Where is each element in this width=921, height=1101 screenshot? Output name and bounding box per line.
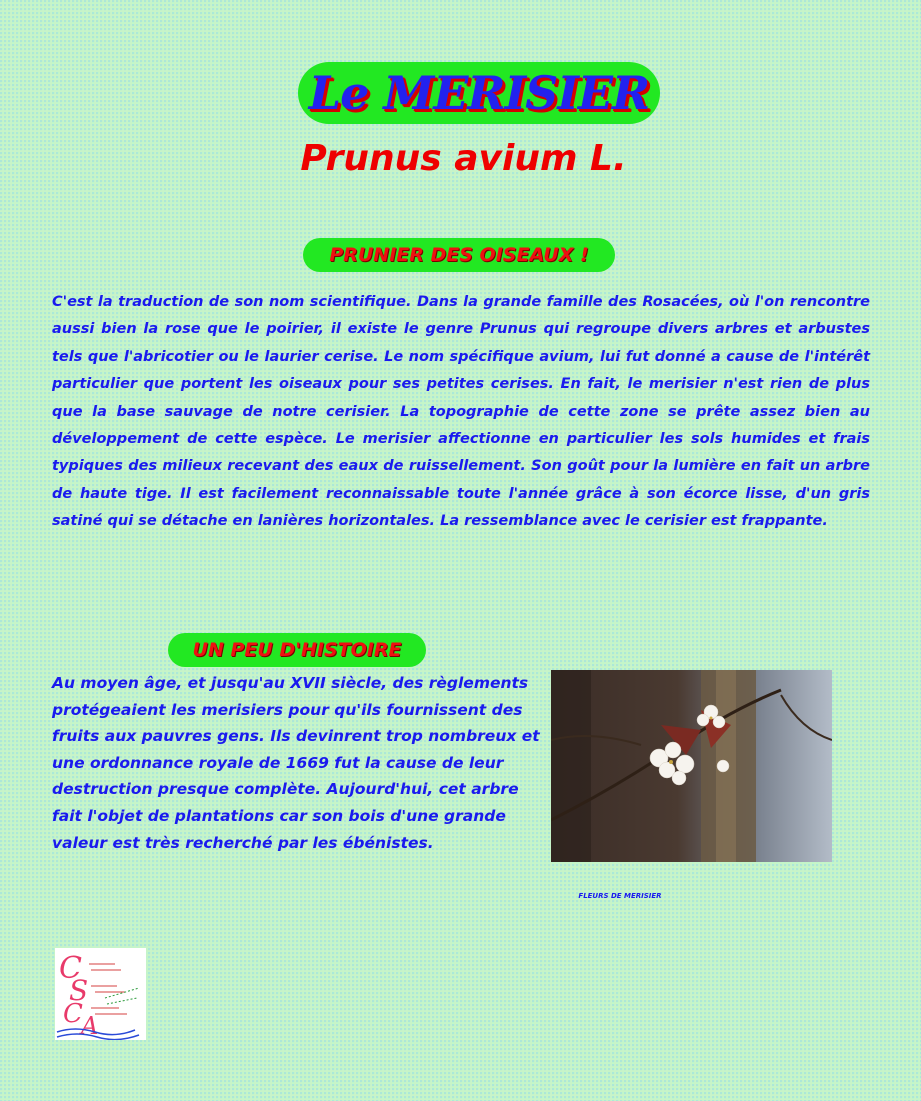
section-heading-1: PRUNIER DES OISEAUX !	[329, 244, 589, 266]
photo-caption: FLEURS DE MERISIER	[578, 892, 662, 900]
title-banner	[298, 62, 660, 124]
page-title: Le MERISIER	[308, 66, 650, 120]
svg-text:C: C	[59, 951, 82, 986]
section-heading-banner-2	[168, 633, 426, 667]
cherry-blossom-photo	[551, 670, 832, 862]
section-text-2: Au moyen âge, et jusqu'au XVII siècle, des règlements protégeaient les merisiers pour qu'ils fournissent des fruits aux pauvres gens. Ils devinrent trop nombreux et une ordonnance royale de 1669 fut la cause de leur destruction presque complète. Aujourd'hui, cet arbre fait l'objet de plantations car son bois d'une grande valeur est très recherché par les ébénistes.	[52, 674, 540, 852]
csca-logo-mark	[55, 948, 146, 1040]
csca-logo	[55, 948, 146, 1040]
section-heading-2: UN PEU D'HISTOIRE	[192, 639, 402, 661]
svg-text:A: A	[81, 1012, 99, 1040]
svg-text:S: S	[69, 974, 89, 1007]
page-subtitle: Prunus avium L.	[300, 138, 627, 179]
svg-text:C: C	[63, 999, 83, 1029]
cherry-blossom-illustration	[551, 670, 832, 862]
section-heading-banner-1	[303, 238, 615, 272]
section-text-1: C'est la traduction de son nom scientifique. Dans la grande famille des Rosacées, où l'on rencontre aussi bien la rose que le poirier, il existe le genre Prunus qui regroupe divers arbres et arbustes tels que l'abricotier ou le laurier cerise. Le nom spécifique avium, lui fut donné a cause de l'intérêt particulier que portent les oiseaux pour ses petites cerises. En fait, le merisier n'est rien de plus que la base sauvage de notre cerisier. La topographie de cette zone se prête assez bien au développement de cette espèce. Le merisier affectionne en particulier les sols humides et frais typiques des milieux recevant des eaux de ruissellement. Son goût pour la lumière en fait un arbre de haute tige. Il est facilement reconnaissable toute l'année grâce à son écorce lisse, d'un gris satiné qui se détache en lanières horizontales. La ressemblance avec le cerisier est frappante.	[52, 294, 870, 530]
